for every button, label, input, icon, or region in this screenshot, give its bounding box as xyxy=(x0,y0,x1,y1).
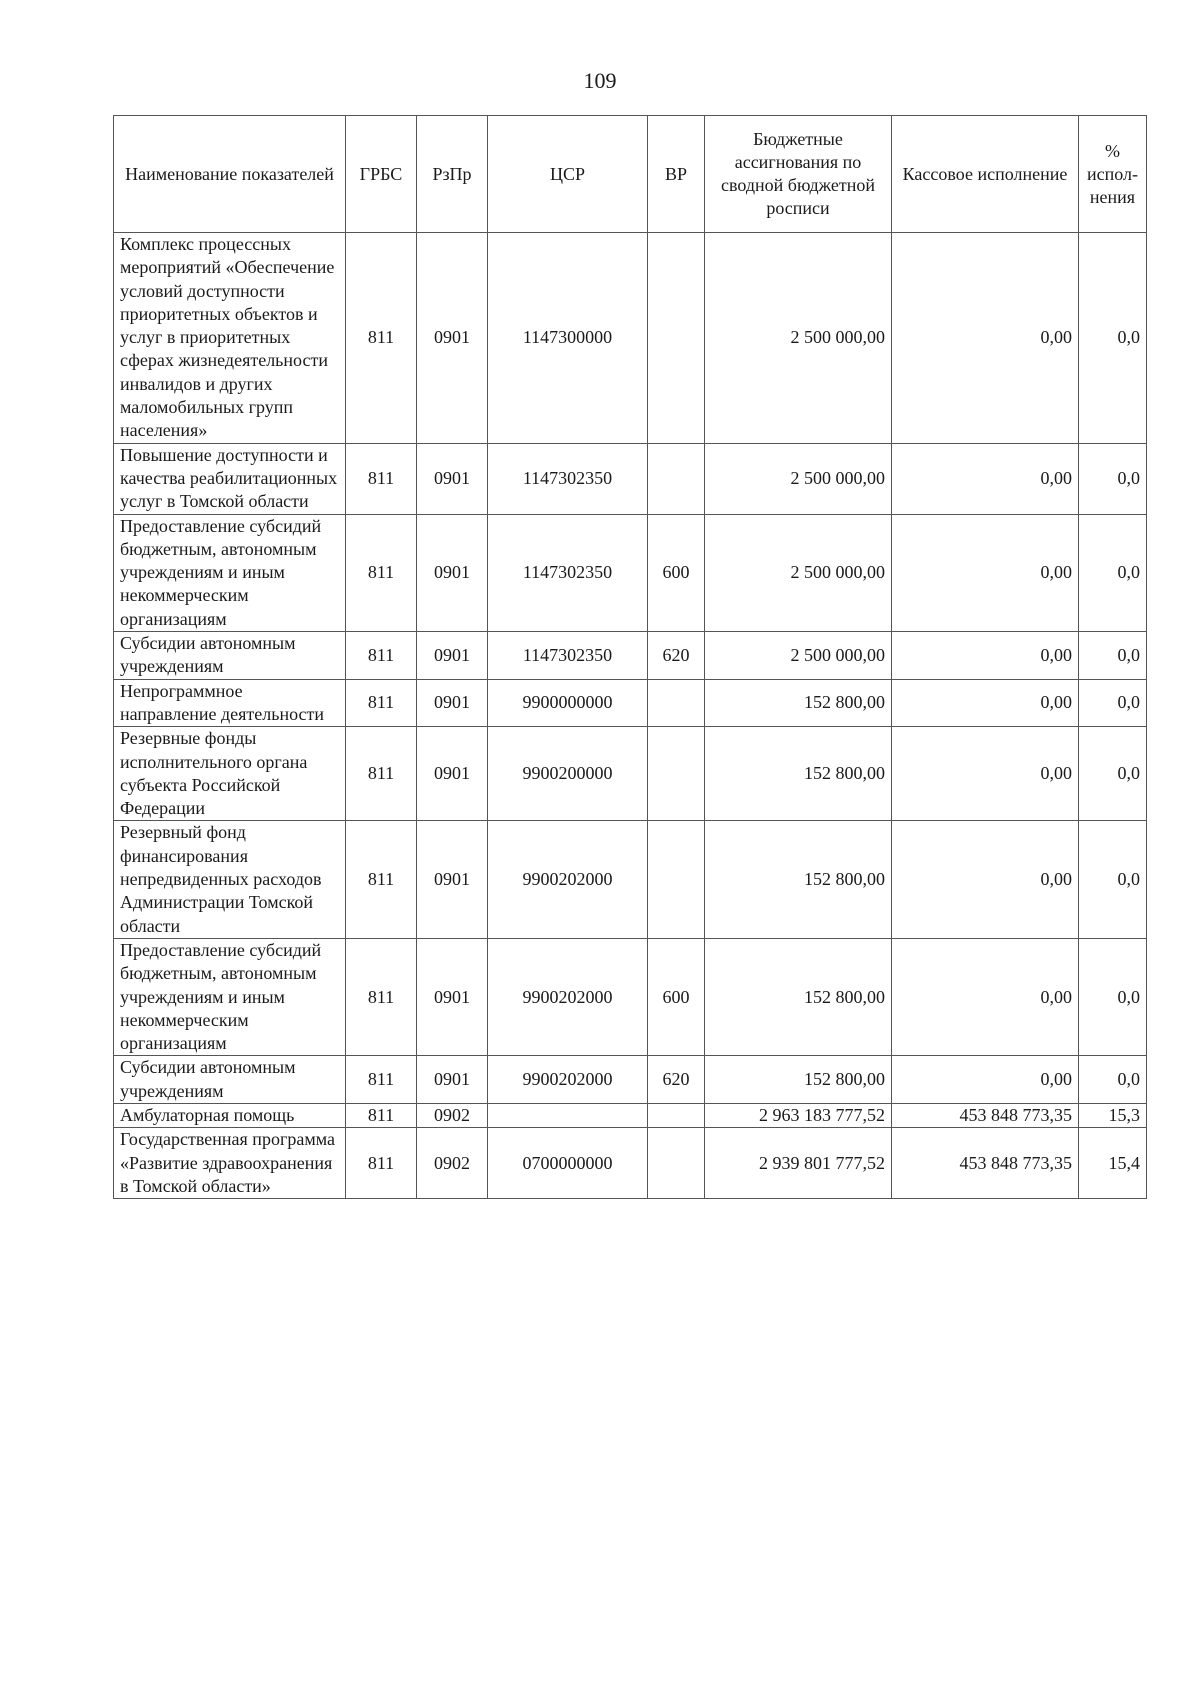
row-csr xyxy=(488,1103,648,1127)
row-pct: 0,0 xyxy=(1079,1056,1147,1104)
table-row xyxy=(114,632,1147,680)
row-vr: 620 xyxy=(648,632,705,680)
row-vr xyxy=(648,1103,705,1127)
table-header-row xyxy=(114,116,1147,233)
row-rzpr: 0902 xyxy=(417,1128,488,1199)
row-csr: 1147302350 xyxy=(488,443,648,514)
row-cash: 0,00 xyxy=(892,233,1079,444)
row-vr xyxy=(648,821,705,938)
row-vr: 600 xyxy=(648,514,705,631)
row-pct: 0,0 xyxy=(1079,514,1147,631)
row-cash: 453 848 773,35 xyxy=(892,1103,1079,1127)
row-name: Государственная программа «Развитие здравоохранения в Томской области» xyxy=(114,1128,346,1199)
row-grbs: 811 xyxy=(346,632,417,680)
row-budget: 152 800,00 xyxy=(705,727,892,821)
row-csr: 1147302350 xyxy=(488,632,648,680)
row-rzpr: 0901 xyxy=(417,938,488,1055)
table-row xyxy=(114,938,1147,1055)
row-grbs: 811 xyxy=(346,443,417,514)
table-row xyxy=(114,443,1147,514)
row-budget: 2 500 000,00 xyxy=(705,443,892,514)
row-budget: 2 500 000,00 xyxy=(705,514,892,631)
row-csr: 9900202000 xyxy=(488,1056,648,1104)
row-vr xyxy=(648,443,705,514)
table-row xyxy=(114,727,1147,821)
row-budget: 152 800,00 xyxy=(705,938,892,1055)
row-csr: 9900000000 xyxy=(488,679,648,727)
row-budget: 152 800,00 xyxy=(705,821,892,938)
row-csr: 0700000000 xyxy=(488,1128,648,1199)
row-name: Субсидии автономным учреждениям xyxy=(114,1056,346,1104)
row-grbs: 811 xyxy=(346,1056,417,1104)
row-name: Амбулаторная помощь xyxy=(114,1103,346,1127)
row-cash: 0,00 xyxy=(892,821,1079,938)
row-rzpr: 0901 xyxy=(417,443,488,514)
row-cash: 0,00 xyxy=(892,632,1079,680)
row-rzpr: 0902 xyxy=(417,1103,488,1127)
row-pct: 0,0 xyxy=(1079,679,1147,727)
row-cash: 0,00 xyxy=(892,443,1079,514)
row-rzpr: 0901 xyxy=(417,233,488,444)
row-grbs: 811 xyxy=(346,1128,417,1199)
row-grbs: 811 xyxy=(346,727,417,821)
header-csr: ЦСР xyxy=(488,116,648,233)
header-cash: Кассовое исполнение xyxy=(892,116,1079,233)
budget-table xyxy=(113,115,1147,1199)
row-pct: 0,0 xyxy=(1079,938,1147,1055)
row-grbs: 811 xyxy=(346,938,417,1055)
row-name: Повышение доступности и качества реабилитационных услуг в Томской области xyxy=(114,443,346,514)
row-rzpr: 0901 xyxy=(417,821,488,938)
row-budget: 2 939 801 777,52 xyxy=(705,1128,892,1199)
row-budget: 2 500 000,00 xyxy=(705,632,892,680)
row-pct: 15,4 xyxy=(1079,1128,1147,1199)
row-pct: 0,0 xyxy=(1079,443,1147,514)
row-rzpr: 0901 xyxy=(417,679,488,727)
row-csr: 1147302350 xyxy=(488,514,648,631)
row-grbs: 811 xyxy=(346,233,417,444)
row-rzpr: 0901 xyxy=(417,514,488,631)
row-budget: 152 800,00 xyxy=(705,679,892,727)
row-cash: 453 848 773,35 xyxy=(892,1128,1079,1199)
row-cash: 0,00 xyxy=(892,514,1079,631)
header-budget: Бюджетные ассигнования по сводной бюджетной росписи xyxy=(705,116,892,233)
page-number: 109 xyxy=(583,68,617,93)
row-name: Субсидии автономным учреждениям xyxy=(114,632,346,680)
row-pct: 0,0 xyxy=(1079,632,1147,680)
row-csr: 9900202000 xyxy=(488,938,648,1055)
row-cash: 0,00 xyxy=(892,679,1079,727)
row-csr: 9900202000 xyxy=(488,821,648,938)
row-rzpr: 0901 xyxy=(417,632,488,680)
table-row xyxy=(114,679,1147,727)
row-name: Резервный фонд финансирования непредвиденных расходов Администрации Томской области xyxy=(114,821,346,938)
row-vr xyxy=(648,727,705,821)
row-name: Комплекс процессных мероприятий «Обеспечение условий доступности приоритетных объектов и услуг в приоритетных сферах жизнедеятельности инвалидов и других маломобильных групп населения» xyxy=(114,233,346,444)
row-budget: 2 500 000,00 xyxy=(705,233,892,444)
row-grbs: 811 xyxy=(346,679,417,727)
header-grbs: ГРБС xyxy=(346,116,417,233)
row-vr xyxy=(648,679,705,727)
header-rzpr: РзПр xyxy=(417,116,488,233)
row-name: Непрограммное направление деятельности xyxy=(114,679,346,727)
table-row xyxy=(114,1056,1147,1104)
row-csr: 9900200000 xyxy=(488,727,648,821)
header-name: Наименование показателей xyxy=(114,116,346,233)
row-cash: 0,00 xyxy=(892,727,1079,821)
row-budget: 2 963 183 777,52 xyxy=(705,1103,892,1127)
row-vr xyxy=(648,233,705,444)
table-row xyxy=(114,821,1147,938)
row-grbs: 811 xyxy=(346,514,417,631)
table-row xyxy=(114,1128,1147,1199)
table-row xyxy=(114,233,1147,444)
header-pct: % испол-нения xyxy=(1079,116,1147,233)
row-name: Резервные фонды исполнительного органа субъекта Российской Федерации xyxy=(114,727,346,821)
row-cash: 0,00 xyxy=(892,1056,1079,1104)
table-row xyxy=(114,514,1147,631)
row-rzpr: 0901 xyxy=(417,1056,488,1104)
row-pct: 0,0 xyxy=(1079,821,1147,938)
row-cash: 0,00 xyxy=(892,938,1079,1055)
header-vr: ВР xyxy=(648,116,705,233)
row-csr: 1147300000 xyxy=(488,233,648,444)
row-pct: 0,0 xyxy=(1079,727,1147,821)
row-rzpr: 0901 xyxy=(417,727,488,821)
row-vr xyxy=(648,1128,705,1199)
row-vr: 620 xyxy=(648,1056,705,1104)
row-budget: 152 800,00 xyxy=(705,1056,892,1104)
row-pct: 15,3 xyxy=(1079,1103,1147,1127)
row-pct: 0,0 xyxy=(1079,233,1147,444)
row-grbs: 811 xyxy=(346,821,417,938)
row-name: Предоставление субсидий бюджетным, автономным учреждениям и иным некоммерческим организациям xyxy=(114,514,346,631)
row-grbs: 811 xyxy=(346,1103,417,1127)
table-row xyxy=(114,1103,1147,1127)
row-vr: 600 xyxy=(648,938,705,1055)
row-name: Предоставление субсидий бюджетным, автономным учреждениям и иным некоммерческим организациям xyxy=(114,938,346,1055)
